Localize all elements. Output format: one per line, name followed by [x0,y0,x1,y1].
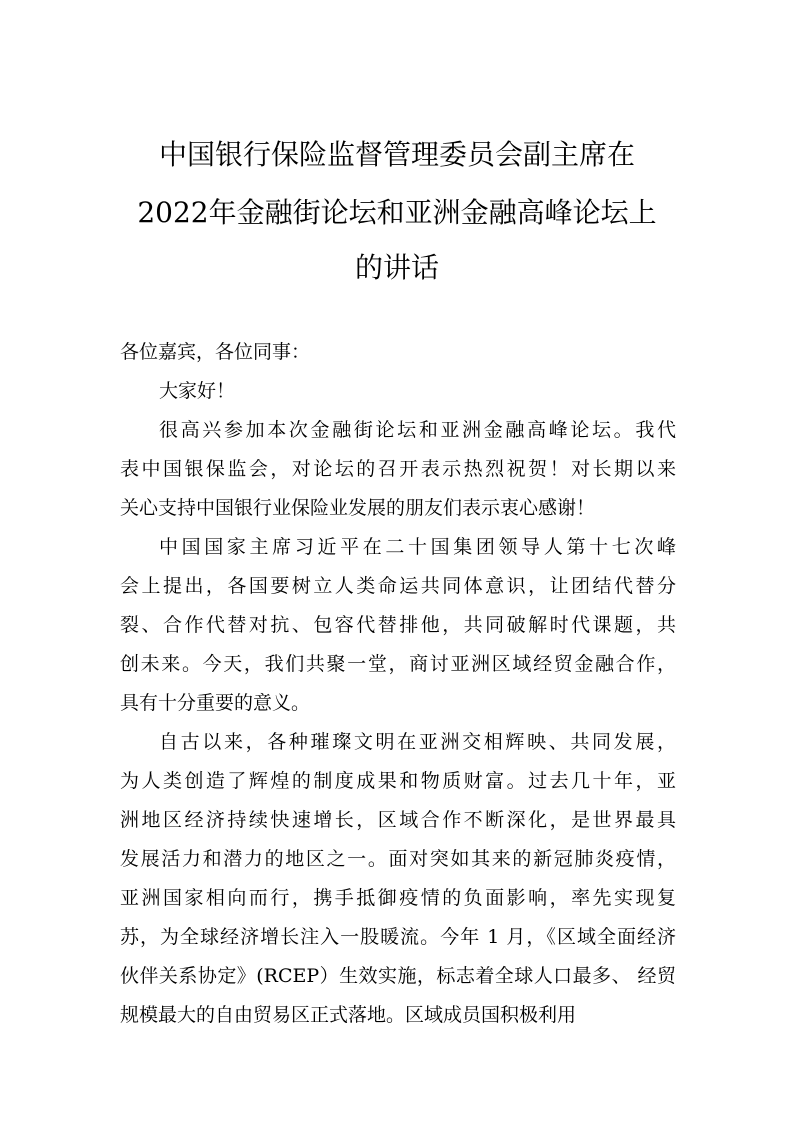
text-line: 洲地区经济持续快速增长，区域合作不断深化，是世界最具 [120,809,676,831]
text-line: 大家好！ [159,380,236,402]
title-line: 的讲话 [354,251,439,284]
text-line: 关心支持中国银行业保险业发展的朋友们表示衷心感谢！ [120,497,596,519]
text-line: 裂、合作代替对抗、包容代替排他，共同破解时代课题，共 [120,614,676,636]
text-line: 规模最大的自由贸易区正式落地。区域成员国积极利用 [120,1004,577,1026]
text-line: 自古以来，各种璀璨文明在亚洲交相辉映、共同发展， [159,731,676,753]
text-line: 表中国银保监会，对论坛的召开表示热烈祝贺！对长期以来 [120,458,676,480]
text-line: 苏，为全球经济增长注入一股暖流。今年 1 月，《区域全面经济 [120,926,676,948]
text-line: 具有十分重要的意义。 [120,692,311,714]
title-line: 中国银行保险监督管理委员会副主席在 [158,138,635,171]
text-line: 很高兴参加本次金融街论坛和亚洲金融高峰论坛。我代 [159,419,676,441]
text-line: 亚洲国家相向而行，携手抵御疫情的负面影响，率先实现复 [120,887,676,909]
text-line: 中国国家主席习近平在二十国集团领导人第十七次峰 [159,536,676,558]
title-line: 2022年金融街论坛和亚洲金融高峰论坛上 [137,196,657,229]
text-line: 发展活力和潜力的地区之一。面对突如其来的新冠肺炎疫情， [120,848,676,870]
document-body [120,336,676,1038]
text-line: 各位嘉宾，各位同事： [120,341,311,363]
text-line: 为人类创造了辉煌的制度成果和物质财富。过去几十年，亚 [120,770,676,792]
text-line: 会上提出，各国要树立人类命运共同体意识，让团结代替分 [120,575,676,597]
text-line: 伙伴关系协定》(RCEP）生效实施，标志着全球人口最多、 经贸 [120,965,676,987]
text-line: 创未来。今天，我们共聚一堂，商讨亚洲区域经贸金融合作， [120,653,676,675]
